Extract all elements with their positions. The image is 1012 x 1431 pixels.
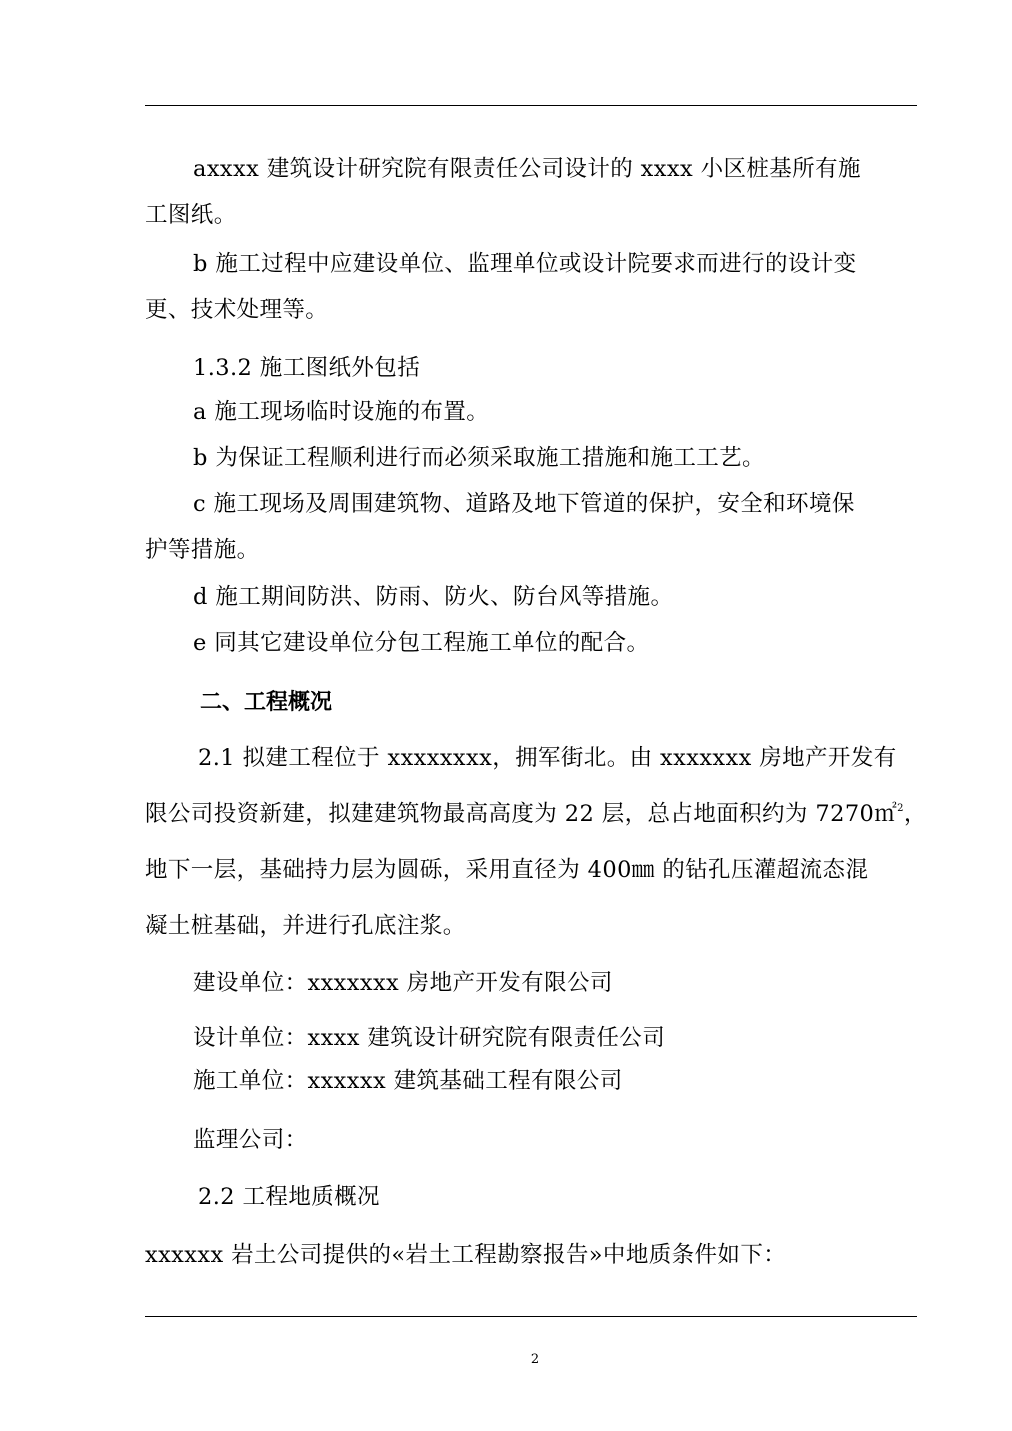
paragraph-design-docs-line2: 工图纸。 bbox=[145, 202, 237, 228]
paragraph-design-docs-line1: axxxx 建筑设计研究院有限责任公司设计的 xxxx 小区桩基所有施 bbox=[193, 156, 861, 182]
section-2-1-line1: 2.1 拟建工程位于 xxxxxxxx，拥军街北。由 xxxxxxx 房地产开发有 bbox=[198, 745, 897, 771]
list-item-d: d 施工期间防洪、防雨、防火、防台风等措施。 bbox=[193, 584, 674, 610]
paragraph-design-changes-line2: 更、技术处理等。 bbox=[145, 297, 329, 323]
superscript-2: 2 bbox=[897, 803, 904, 814]
section-2-2-title: 2.2 工程地质概况 bbox=[198, 1184, 380, 1210]
header-rule bbox=[145, 105, 917, 106]
construction-unit: 施工单位：xxxxxx 建筑基础工程有限公司 bbox=[193, 1068, 623, 1094]
design-unit: 设计单位：xxxx 建筑设计研究院有限责任公司 bbox=[193, 1025, 666, 1051]
geology-intro: xxxxxx 岩土公司提供的«岩土工程勘察报告»中地质条件如下： bbox=[145, 1242, 787, 1268]
page-number: 2 bbox=[530, 1352, 540, 1367]
section-2-1-line2-text: 限公司投资新建，拟建建筑物最高高度为 22 层，总占地面积约为 7270㎡ bbox=[145, 801, 898, 827]
section-2-1-line3: 地下一层，基础持力层为圆砾，采用直径为 400㎜ 的钻孔压灌超流态混 bbox=[145, 857, 869, 883]
section-heading-project-overview: 二、工程概况 bbox=[200, 690, 333, 715]
supervision-company: 监理公司： bbox=[193, 1127, 308, 1153]
list-item-b: b 为保证工程顺利进行而必须采取施工措施和施工工艺。 bbox=[193, 445, 765, 471]
footer-rule bbox=[145, 1316, 917, 1317]
builder-unit: 建设单位：xxxxxxx 房地产开发有限公司 bbox=[193, 970, 613, 996]
list-item-e: e 同其它建设单位分包工程施工单位的配合。 bbox=[193, 630, 650, 656]
list-item-c-line1: c 施工现场及周围建筑物、道路及地下管道的保护，安全和环境保 bbox=[193, 491, 855, 517]
paragraph-design-changes-line1: b 施工过程中应建设单位、监理单位或设计院要求而进行的设计变 bbox=[193, 251, 857, 277]
section-1-3-2-title: 1.3.2 施工图纸外包括 bbox=[193, 355, 421, 381]
list-item-c-line2: 护等措施。 bbox=[145, 537, 260, 563]
section-2-1-line4: 凝土桩基础，并进行孔底注浆。 bbox=[145, 913, 466, 939]
section-2-1-line2-comma: ， bbox=[903, 801, 927, 827]
section-2-1-line2 bbox=[145, 799, 927, 829]
list-item-a: a 施工现场临时设施的布置。 bbox=[193, 399, 490, 425]
